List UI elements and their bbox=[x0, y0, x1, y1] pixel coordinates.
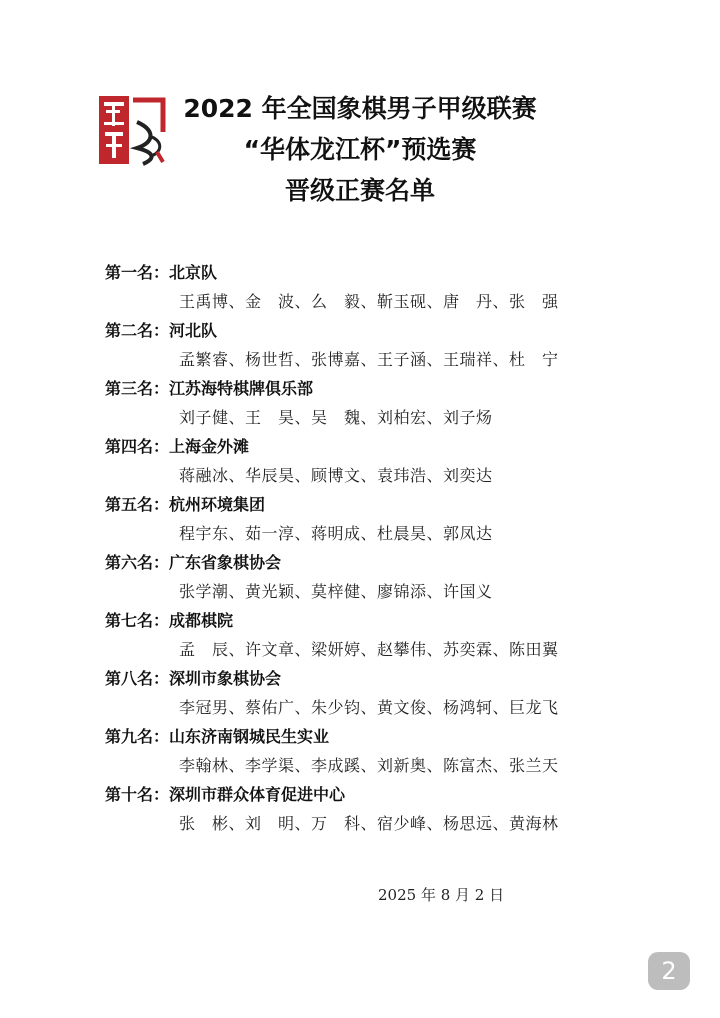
team-name: 深圳市群众体育促进中心 bbox=[169, 785, 346, 804]
issue-date: 2025 年 8 月 2 日 bbox=[378, 886, 505, 904]
list-item bbox=[105, 432, 625, 490]
player-list: 王禹博、金 波、么 毅、靳玉砚、唐 丹、张 强 bbox=[179, 292, 559, 311]
list-item bbox=[105, 490, 625, 548]
rank-label: 第一名： bbox=[105, 263, 170, 282]
list-item bbox=[105, 780, 625, 838]
team-name: 山东济南钢城民生实业 bbox=[169, 727, 330, 746]
list-item bbox=[105, 606, 625, 664]
player-list: 张学潮、黄光颖、莫梓健、廖锦添、许国义 bbox=[179, 582, 493, 601]
rank-label: 第五名： bbox=[105, 495, 170, 514]
team-name: 河北队 bbox=[169, 321, 218, 340]
team-name: 广东省象棋协会 bbox=[169, 553, 282, 572]
player-list: 程宇东、茹一淳、蒋明成、杜晨昊、郭凤达 bbox=[179, 524, 493, 543]
list-item bbox=[105, 722, 625, 780]
list-item bbox=[105, 258, 625, 316]
list-item bbox=[105, 374, 625, 432]
rank-label: 第三名： bbox=[105, 379, 170, 398]
player-list: 张 彬、刘 明、万 科、宿少峰、杨思远、黄海林 bbox=[179, 814, 559, 833]
rank-label: 第六名： bbox=[105, 553, 170, 572]
player-list: 孟繁睿、杨世哲、张博嘉、王子涵、王瑞祥、杜 宁 bbox=[179, 350, 559, 369]
title-line-3: 晋级正赛名单 bbox=[284, 176, 435, 205]
player-list: 刘子健、王 昊、吴 魏、刘柏宏、刘子炀 bbox=[179, 408, 493, 427]
team-name: 深圳市象棋协会 bbox=[169, 669, 282, 688]
list-item bbox=[105, 664, 625, 722]
list-item bbox=[105, 548, 625, 606]
player-list: 李翰林、李学渠、李成蹊、刘新奥、陈富杰、张兰天 bbox=[179, 756, 559, 775]
player-list: 孟 辰、许文章、梁妍婷、赵攀伟、苏奕霖、陈田翼 bbox=[179, 640, 559, 659]
title-block bbox=[150, 88, 570, 211]
rank-label: 第十名： bbox=[105, 785, 170, 804]
qualified-list bbox=[105, 258, 625, 838]
team-name: 成都棋院 bbox=[169, 611, 234, 630]
rank-label: 第九名： bbox=[105, 727, 170, 746]
player-list: 李冠男、蔡佑广、朱少钧、黄文俊、杨鸿轲、巨龙飞 bbox=[179, 698, 559, 717]
team-name: 北京队 bbox=[169, 263, 218, 282]
team-name: 上海金外滩 bbox=[169, 437, 250, 456]
rank-label: 第四名： bbox=[105, 437, 170, 456]
rank-label: 第七名： bbox=[105, 611, 170, 630]
team-name: 江苏海特棋牌俱乐部 bbox=[169, 379, 314, 398]
page-number-badge: 2 bbox=[648, 952, 690, 990]
title-line-2: “华体龙江杯”预选赛 bbox=[243, 135, 477, 164]
title-line-1: 2022 年全国象棋男子甲级联赛 bbox=[183, 94, 537, 123]
rank-label: 第八名： bbox=[105, 669, 170, 688]
rank-label: 第二名： bbox=[105, 321, 170, 340]
list-item bbox=[105, 316, 625, 374]
player-list: 蒋融冰、华辰昊、顾博文、袁玮浩、刘奕达 bbox=[179, 466, 493, 485]
team-name: 杭州环境集团 bbox=[169, 495, 266, 514]
